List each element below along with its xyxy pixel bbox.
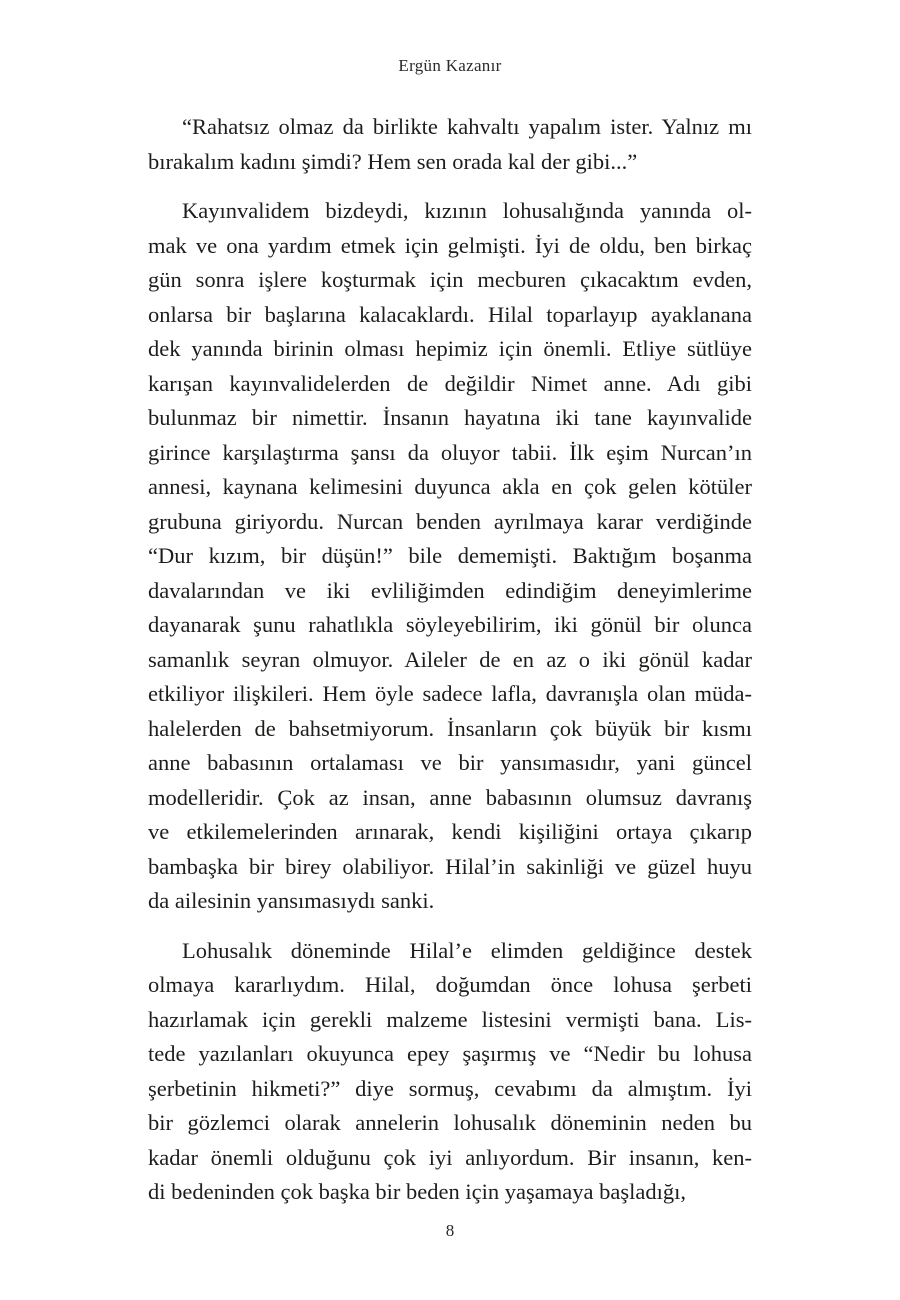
text-line: ve etkilemelerinden arınarak, kendi kişiliğini ortaya çıkarıp [148,819,752,844]
text-line: bir gözlemci olarak annelerin lohusalık döneminin neden bu [148,1110,752,1135]
text-line: şerbetinin hikmeti?” diye sormuş, cevabımı da almıştım. İyi [148,1075,752,1101]
text-line: dayanarak şunu rahatlıkla söyleyebilirim, iki gönül bir olunca [148,612,752,637]
text-line: girince karşılaştırma şansı da oluyor tabii. İlk eşim Nurcan’ın [148,439,752,465]
text-line: tede yazılanları okuyunca epey şaşırmış ve “Nedir bu lohusa [148,1041,752,1066]
text-line: annesi, kaynana kelimesini duyunca akla en çok gelen kötüler [148,474,752,499]
text-line: bulunmaz bir nimettir. İnsanın hayatına iki tane kayınvalide [148,405,752,430]
text-line: modelleridir. Çok az insan, anne babasının olumsuz davranış [148,784,752,810]
text-line: grubuna giriyordu. Nurcan benden ayrılmaya karar verdiğinde [148,508,752,534]
text-line: mak ve ona yardım etmek için gelmişti. İyi de oldu, ben birkaç [148,232,752,258]
text-line: da ailesinin yansımasıydı sanki. [148,888,435,913]
body-text [148,110,752,1210]
page-number: 8 [445,1221,455,1240]
text-line: Kayınvalidem bizdeydi, kızının lohusalığında yanında ol- [182,198,752,223]
text-line: anne babasının ortalaması ve bir yansımasıdır, yani güncel [148,750,752,775]
text-line: gün sonra işlere koşturmak için mecburen çıkacaktım evden, [148,267,752,292]
text-line: davalarından ve iki evliliğimden edindiğim deneyimlerime [148,577,752,603]
paragraph [148,194,752,919]
text-line: olmaya kararlıydım. Hilal, doğumdan önce lohusa şerbeti [148,972,752,997]
text-line: “Dur kızım, bir düşün!” bile dememişti. Baktığım boşanma [148,543,752,568]
text-line: etkiliyor ilişkileri. Hem öyle sadece lafla, davranışla olan müda- [148,681,752,706]
running-header-author: Ergün Kazanır [398,56,502,75]
text-line: Lohusalık döneminde Hilal’e elimden geldiğince destek [182,937,752,963]
text-line: dek yanında birinin olması hepimiz için önemli. Etliye sütlüye [148,336,752,361]
text-line: samanlık seyran olmuyor. Aileler de en az o iki gönül kadar [148,646,752,672]
text-line: halelerden de bahsetmiyorum. İnsanların çok büyük bir kısmı [148,715,752,741]
text-line: bambaşka bir birey olabiliyor. Hilal’in sakinliği ve güzel huyu [148,853,752,879]
paragraph [148,934,752,1210]
text-line: karışan kayınvalidelerden de değildir Nimet anne. Adı gibi [148,370,752,396]
text-line: kadar önemli olduğunu çok iyi anlıyordum. Bir insanın, ken- [148,1144,752,1170]
text-line: bırakalım kadını şimdi? Hem sen orada kal der gibi...” [148,148,638,174]
text-line: di bedeninden çok başka bir beden için yaşamaya başladığı, [148,1179,686,1204]
paragraph [148,110,752,179]
text-line: onlarsa bir başlarına kalacaklardı. Hilal toparlayıp ayaklanana [148,301,752,327]
text-line: “Rahatsız olmaz da birlikte kahvaltı yapalım ister. Yalnız mı [182,114,752,139]
text-line: hazırlamak için gerekli malzeme listesini vermişti bana. Lis- [148,1006,752,1032]
